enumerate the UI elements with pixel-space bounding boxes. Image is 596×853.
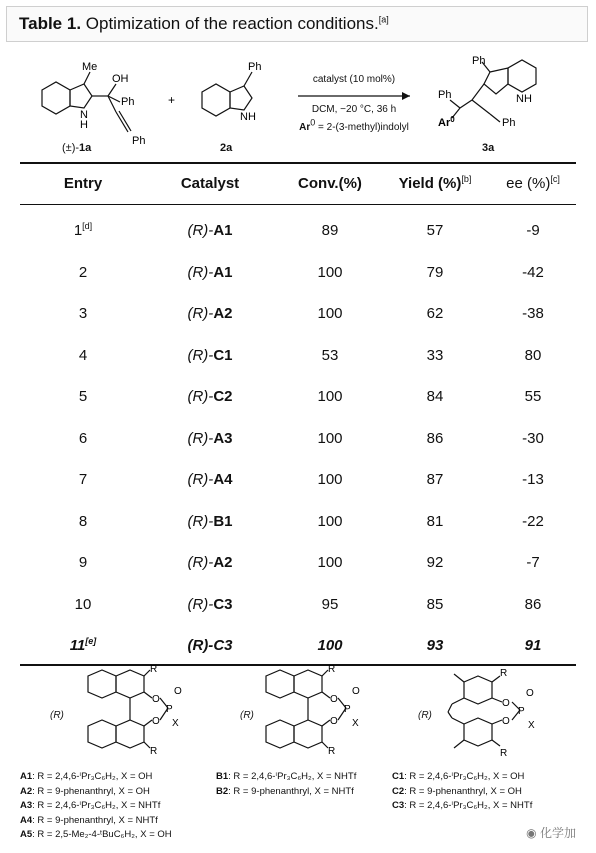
cell-catalyst: (R)-A2: [187, 554, 233, 571]
cell-conv: 100: [317, 388, 343, 405]
atom-o-b2: O: [330, 716, 338, 727]
catalyst-a-config: (R): [50, 710, 64, 721]
header-ee: ee (%)[c]: [506, 174, 560, 192]
table-row: [20, 582, 576, 626]
caption-note: [a]: [378, 14, 389, 25]
atom-o-a2: O: [152, 716, 160, 727]
cell-catalyst: (R)-C2: [187, 388, 233, 405]
cell-ee: -9: [526, 222, 540, 239]
cell-entry: 2: [78, 263, 88, 281]
legend-b2: B2: R = 9-phenanthryl, X = NHTf: [216, 785, 354, 797]
atom-p-b: P: [344, 704, 351, 715]
atom-r-b1: R: [328, 664, 336, 675]
cell-conv: 53: [321, 346, 339, 364]
cell-entry: 1[d]: [73, 221, 93, 239]
cell-yield: 33: [426, 346, 444, 364]
catalyst-b-config: (R): [240, 710, 254, 721]
cell-catalyst: (R)-A1: [187, 222, 233, 239]
cell-entry: 10: [74, 595, 92, 613]
product-label: 3a: [482, 142, 495, 154]
cell-entry: 9: [78, 554, 88, 571]
catalyst-c-structure: [434, 668, 564, 760]
cell-conv: 100: [317, 471, 343, 488]
header-entry: Entry: [63, 175, 103, 192]
cell-yield: 87: [426, 471, 444, 488]
cell-yield: 62: [426, 305, 444, 322]
atom-ph-2: Ph: [132, 135, 146, 147]
cell-ee: 91: [524, 637, 542, 654]
atom-nh-2: NH: [516, 93, 532, 105]
cell-catalyst: (R)-B1: [187, 512, 233, 530]
atom-x-b: X: [352, 718, 359, 729]
cell-catalyst: (R)-C1: [187, 346, 233, 364]
cell-catalyst: (R)-A1: [187, 263, 233, 281]
ar-definition: $Ar^0$ = 2-(3-methyl)indolyl: [299, 117, 409, 133]
cell-ee: -42: [522, 263, 544, 281]
cell-yield: 84: [426, 388, 444, 405]
cell-ee: -22: [522, 512, 544, 530]
table-row: [20, 291, 576, 335]
legend-c3: C3: R = 2,4,6-ⁱPr₃C₆H₂, X = NHTf: [392, 800, 533, 811]
atom-me: Me: [82, 61, 98, 73]
legend-c2: C2: R = 9-phenanthryl, X = OH: [392, 785, 522, 797]
cell-entry: 11[e]: [69, 636, 97, 654]
cell-ee: -13: [522, 471, 544, 488]
atom-o-b1: O: [330, 694, 338, 705]
atom-n-1: N: [80, 109, 88, 121]
atom-p-c: P: [518, 706, 525, 717]
cell-yield: 92: [426, 554, 444, 571]
atom-r-a2: R: [150, 746, 158, 757]
cell-entry: 4: [78, 346, 88, 364]
reactant-2-label: 2a: [220, 142, 233, 154]
conditions-line-1: catalyst (10 mol%): [312, 74, 396, 85]
cell-conv: 100: [317, 305, 343, 322]
catalyst-c-config: (R): [418, 710, 432, 721]
header-yield: Yield (%)[b]: [398, 174, 472, 192]
atom-o-a1: O: [152, 694, 160, 705]
table-row: [20, 623, 576, 667]
legend-a2: A2: R = 9-phenanthryl, X = OH: [20, 785, 150, 797]
table-row: [20, 374, 576, 418]
cell-conv: 89: [321, 222, 339, 239]
atom-p-a: P: [166, 704, 173, 715]
table-row: [20, 250, 576, 294]
cell-conv: 100: [317, 263, 343, 281]
table-row: [20, 333, 576, 377]
atom-x-a: X: [172, 718, 179, 729]
conditions-line-2: DCM, −20 °C, 36 h: [311, 104, 397, 115]
wechat-icon: ◉: [526, 826, 537, 840]
cell-conv: 100: [317, 637, 343, 654]
atom-o-b3: O: [352, 686, 360, 697]
legend-a3: A3: R = 2,4,6-ⁱPr₃C₆H₂, X = NHTf: [20, 800, 161, 811]
legend-a5: A5: R = 2,5-Me₂-4-ᵗBuC₆H₂, X = OH: [20, 829, 172, 840]
legend-b1: B1: R = 2,4,6-ⁱPr₃C₆H₂, X = NHTf: [216, 771, 357, 782]
atom-o-a3: O: [174, 686, 182, 697]
cell-catalyst: (R)-C3: [187, 595, 233, 613]
cell-catalyst: (R)-C3: [187, 637, 233, 654]
cell-catalyst: (R)-A2: [187, 305, 233, 322]
table-row: [20, 540, 576, 584]
cell-yield: 57: [426, 222, 444, 239]
atom-ph-1: Ph: [121, 96, 135, 108]
table-row: [20, 499, 576, 543]
table-row: [20, 208, 576, 252]
caption-label: Table 1.: [19, 14, 82, 33]
legend-a1: A1: R = 2,4,6-ⁱPr₃C₆H₂, X = OH: [20, 771, 153, 782]
atom-o-c1: O: [502, 698, 510, 709]
catalyst-b-structure: [256, 664, 376, 760]
cell-ee: -38: [522, 305, 544, 322]
table-row: [20, 416, 576, 460]
header-conv: Conv.(%): [298, 175, 362, 192]
cell-ee: -7: [526, 554, 540, 571]
atom-ar: Ar$^0$: [438, 115, 455, 129]
reactant-1-label: (±)-1a: [62, 142, 92, 154]
table-row: [20, 457, 576, 501]
legend-b: [216, 770, 356, 799]
cell-catalyst: (R)-A4: [187, 471, 233, 488]
plus-sign: +: [168, 93, 176, 107]
atom-ph-4: Ph: [472, 55, 486, 67]
cell-conv: 95: [321, 595, 339, 613]
cell-yield: 81: [426, 512, 444, 530]
atom-x-c: X: [528, 720, 535, 731]
legend-a: [20, 770, 172, 843]
cell-yield: 93: [426, 637, 444, 654]
cell-ee: -30: [522, 429, 544, 447]
atom-o-c2: O: [502, 716, 510, 727]
legend-a4: A4: R = 9-phenanthryl, X = NHTf: [20, 814, 158, 826]
atom-ph-3: Ph: [248, 61, 262, 73]
atom-ph-5: Ph: [438, 89, 452, 101]
table-caption: [6, 6, 588, 42]
cell-ee: 86: [524, 595, 542, 613]
top-rule: [20, 162, 576, 164]
legend-c1: C1: R = 2,4,6-ⁱPr₃C₆H₂, X = OH: [392, 771, 525, 782]
cell-entry: 3: [78, 305, 88, 322]
cell-entry: 5: [78, 388, 88, 405]
table-header: [20, 165, 576, 203]
cell-yield: 86: [426, 429, 444, 447]
atom-r-a1: R: [150, 664, 158, 675]
atom-o-c3: O: [526, 688, 534, 699]
cell-conv: 100: [317, 512, 343, 530]
atom-ph-6: Ph: [502, 117, 516, 129]
atom-r-c1: R: [500, 668, 508, 679]
atom-nh-1: NH: [240, 111, 256, 123]
cell-ee: 55: [524, 388, 542, 405]
cell-entry: 7: [78, 471, 88, 488]
cell-ee: 80: [524, 346, 542, 364]
cell-conv: 100: [317, 554, 343, 571]
reaction-scheme: [20, 52, 576, 160]
atom-r-b2: R: [328, 746, 336, 757]
atom-h-1: H: [80, 119, 88, 131]
catalyst-a-structure: [60, 664, 182, 760]
legend-c: [392, 770, 532, 814]
header-catalyst: Catalyst: [180, 175, 240, 192]
atom-oh: OH: [112, 73, 129, 85]
cell-catalyst: (R)-A3: [187, 429, 233, 447]
cell-conv: 100: [317, 429, 343, 447]
header-rule: [20, 204, 576, 205]
cell-entry: 8: [78, 512, 88, 530]
cell-yield: 79: [426, 263, 444, 281]
atom-r-c2: R: [500, 748, 508, 759]
cell-yield: 85: [426, 595, 444, 613]
caption-text: Optimization of the reaction conditions.: [85, 14, 379, 33]
cell-entry: 6: [78, 429, 88, 447]
watermark: ◉ 化学加: [526, 826, 576, 840]
